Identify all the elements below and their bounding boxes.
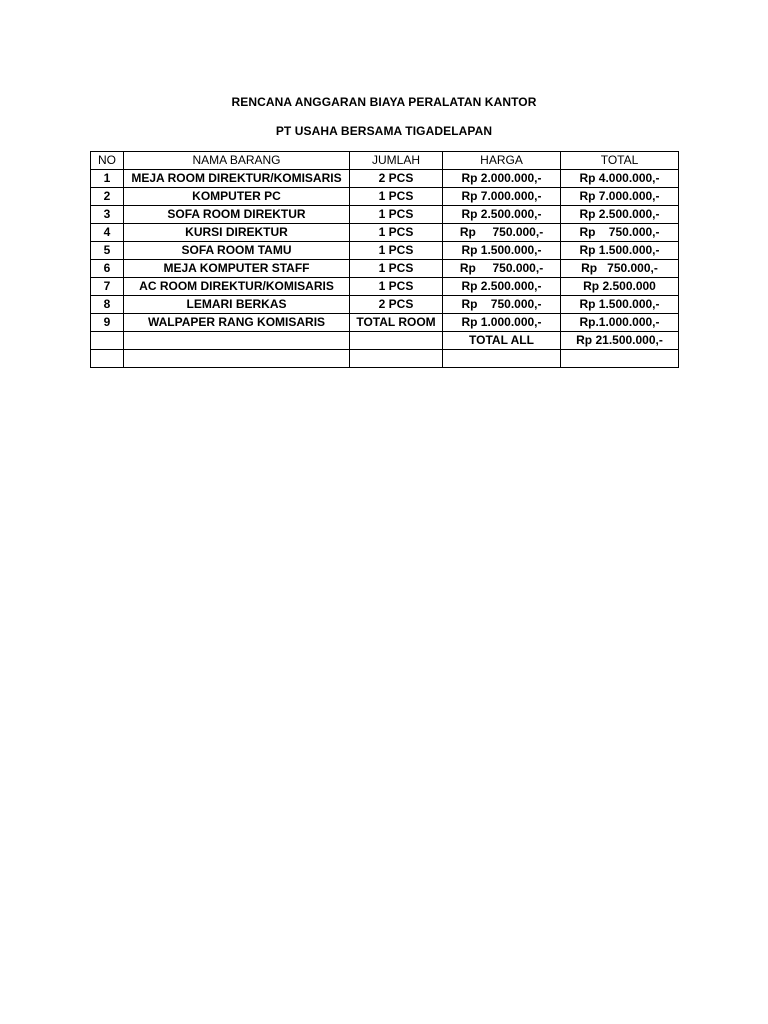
header-name: NAMA BARANG: [124, 152, 350, 170]
header-qty: JUMLAH: [350, 152, 443, 170]
header-total: TOTAL: [561, 152, 679, 170]
row-total: Rp 2.500.000: [561, 278, 679, 296]
row-name: KURSI DIREKTUR: [124, 224, 350, 242]
total-value: Rp 21.500.000,-: [561, 332, 679, 350]
empty-cell: [91, 350, 124, 368]
row-name: SOFA ROOM TAMU: [124, 242, 350, 260]
row-no: 9: [91, 314, 124, 332]
row-qty: 1 PCS: [350, 260, 443, 278]
empty-cell: [124, 350, 350, 368]
company-name: PT USAHA BERSAMA TIGADELAPAN: [275, 124, 493, 138]
row-no: 6: [91, 260, 124, 278]
header-no: NO: [91, 152, 124, 170]
table-row: [91, 260, 679, 278]
table-row: [91, 242, 679, 260]
row-no: 2: [91, 188, 124, 206]
row-no: 3: [91, 206, 124, 224]
row-no: 5: [91, 242, 124, 260]
row-no: 8: [91, 296, 124, 314]
row-no: 1: [91, 170, 124, 188]
total-row: [91, 332, 679, 350]
budget-table: [90, 151, 679, 368]
row-qty: 2 PCS: [350, 170, 443, 188]
row-qty: 2 PCS: [350, 296, 443, 314]
table-row: [91, 296, 679, 314]
row-qty: 1 PCS: [350, 206, 443, 224]
empty-cell: [124, 332, 350, 350]
row-name: WALPAPER RANG KOMISARIS: [124, 314, 350, 332]
empty-cell: [350, 350, 443, 368]
table-row: [91, 188, 679, 206]
row-total: Rp 2.500.000,-: [561, 206, 679, 224]
row-price: Rp 2.500.000,-: [443, 278, 561, 296]
row-price: Rp 750.000,-: [443, 296, 561, 314]
row-qty: 1 PCS: [350, 188, 443, 206]
table-row: [91, 170, 679, 188]
table-header-row: [91, 152, 679, 170]
row-price: Rp 2.000.000,-: [443, 170, 561, 188]
row-price: Rp 750.000,-: [443, 224, 561, 242]
table-row: [91, 206, 679, 224]
row-total: Rp 4.000.000,-: [561, 170, 679, 188]
row-qty: 1 PCS: [350, 242, 443, 260]
table-row: [91, 314, 679, 332]
row-price: Rp 1.500.000,-: [443, 242, 561, 260]
row-total: Rp.1.000.000,-: [561, 314, 679, 332]
table-row: [91, 278, 679, 296]
row-total: Rp 7.000.000,-: [561, 188, 679, 206]
row-no: 4: [91, 224, 124, 242]
row-qty: TOTAL ROOM: [350, 314, 443, 332]
empty-cell: [443, 350, 561, 368]
empty-cell: [91, 332, 124, 350]
row-name: SOFA ROOM DIREKTUR: [124, 206, 350, 224]
row-total: Rp 750.000,-: [561, 260, 679, 278]
row-qty: 1 PCS: [350, 278, 443, 296]
header-price: HARGA: [443, 152, 561, 170]
empty-cell: [561, 350, 679, 368]
row-no: 7: [91, 278, 124, 296]
row-total: Rp 1.500.000,-: [561, 242, 679, 260]
row-total: Rp 1.500.000,-: [561, 296, 679, 314]
row-qty: 1 PCS: [350, 224, 443, 242]
row-price: Rp 1.000.000,-: [443, 314, 561, 332]
row-price: Rp 750.000,-: [443, 260, 561, 278]
row-name: AC ROOM DIREKTUR/KOMISARIS: [124, 278, 350, 296]
empty-cell: [350, 332, 443, 350]
row-name: LEMARI BERKAS: [124, 296, 350, 314]
document-title: RENCANA ANGGARAN BIAYA PERALATAN KANTOR: [231, 95, 537, 109]
row-name: MEJA KOMPUTER STAFF: [124, 260, 350, 278]
row-total: Rp 750.000,-: [561, 224, 679, 242]
empty-row: [91, 350, 679, 368]
row-price: Rp 7.000.000,-: [443, 188, 561, 206]
row-price: Rp 2.500.000,-: [443, 206, 561, 224]
row-name: KOMPUTER PC: [124, 188, 350, 206]
total-label: TOTAL ALL: [443, 332, 561, 350]
table-row: [91, 224, 679, 242]
row-name: MEJA ROOM DIREKTUR/KOMISARIS: [124, 170, 350, 188]
